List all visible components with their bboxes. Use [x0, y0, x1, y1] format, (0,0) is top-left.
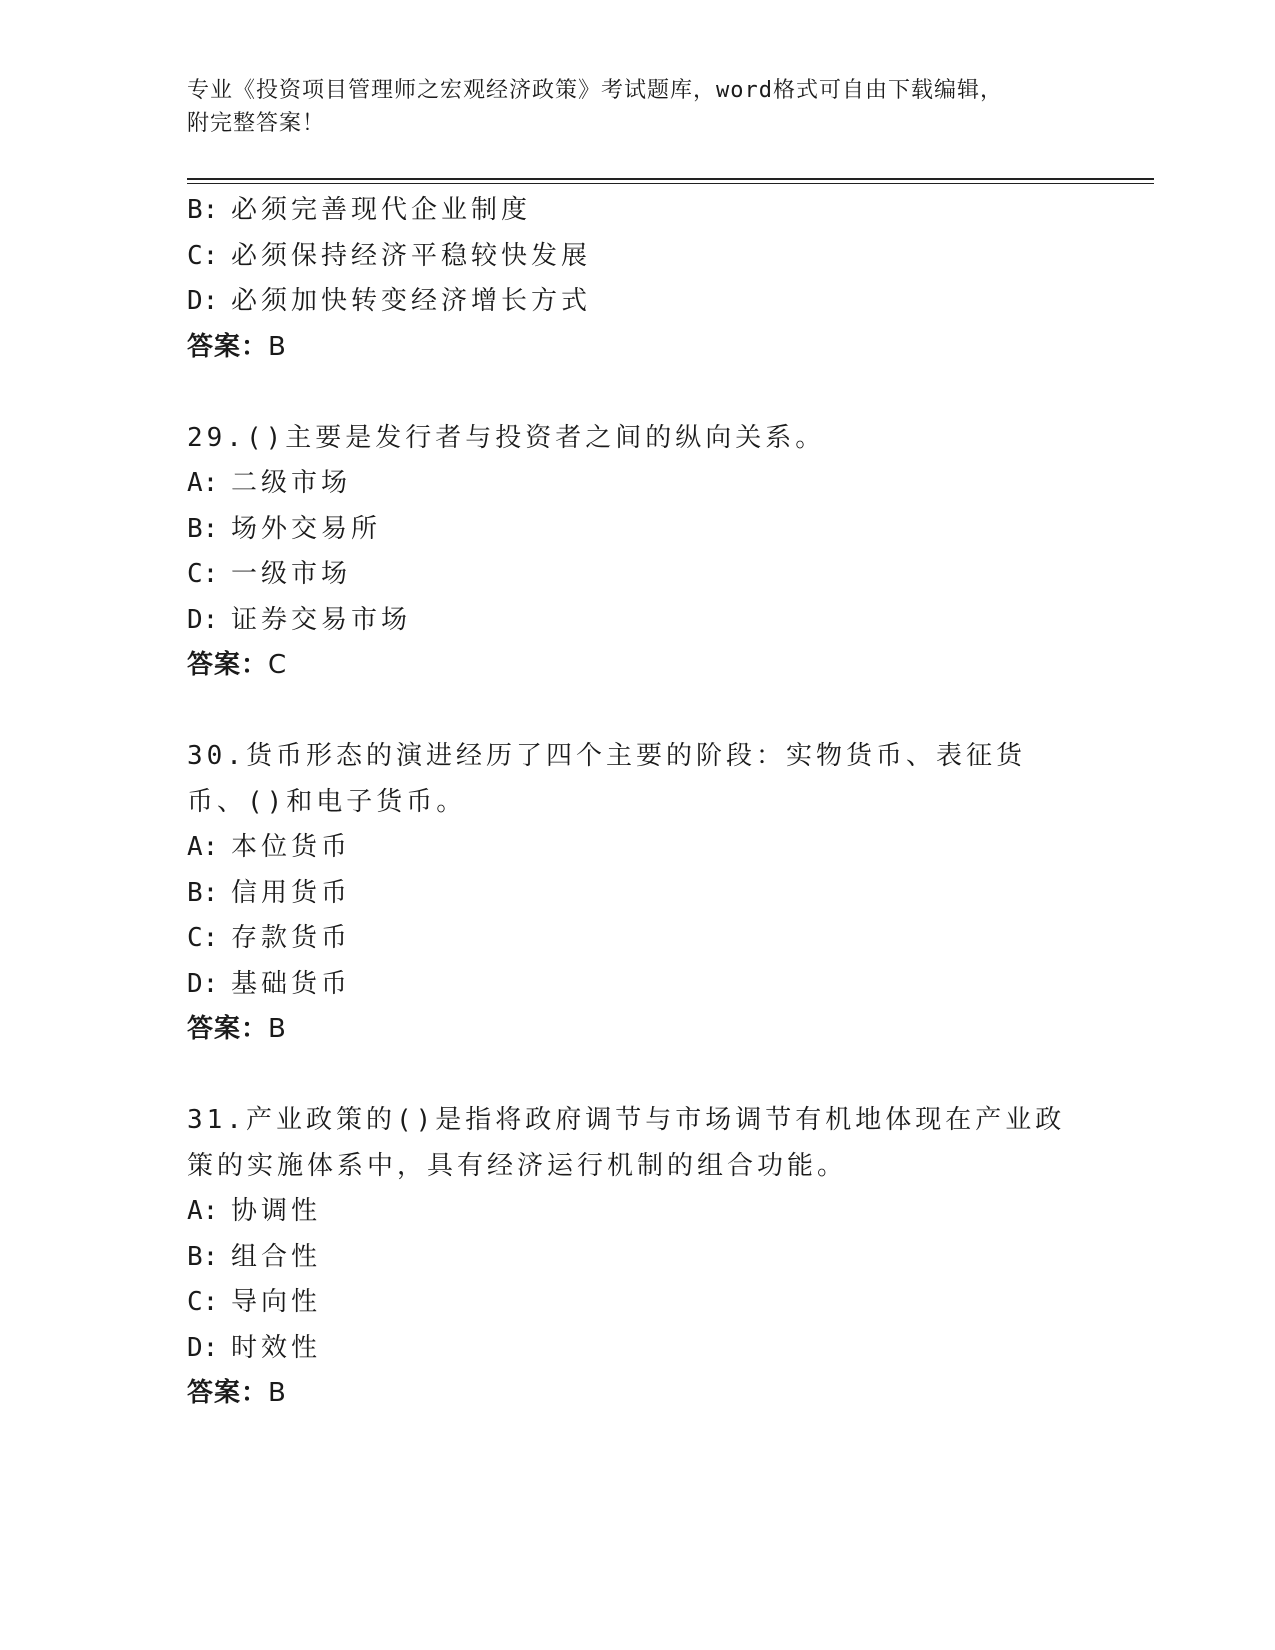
header-rule-thin	[187, 183, 1154, 184]
question-28-continued	[187, 188, 1087, 370]
question-stem: 29.()主要是发行者与投资者之间的纵向关系。	[187, 422, 826, 453]
option-letter: D:	[187, 286, 219, 316]
option-letter: D:	[187, 604, 219, 635]
answer-line	[187, 643, 1087, 689]
option-text: 组合性	[231, 1241, 322, 1272]
question-29	[187, 416, 1087, 689]
answer-label: 答案：	[187, 1378, 269, 1408]
option-b	[187, 871, 1087, 917]
option-letter: A:	[187, 468, 219, 498]
answer-value: B	[268, 1014, 287, 1044]
option-letter: B:	[187, 513, 219, 544]
option-c	[187, 1280, 1087, 1326]
option-c	[187, 916, 1087, 962]
option-a	[187, 1189, 1087, 1235]
option-d	[187, 598, 1087, 644]
option-text: 协调性	[231, 1196, 322, 1226]
option-text: 基础货币	[231, 968, 352, 999]
option-text: 证券交易市场	[231, 604, 412, 635]
spacer	[187, 1053, 1087, 1099]
option-c	[187, 234, 1087, 280]
answer-line	[187, 1371, 1087, 1417]
document-header	[187, 74, 1067, 140]
spacer	[187, 370, 1087, 416]
answer-value: B	[268, 1378, 287, 1408]
option-text: 必须保持经济平稳较快发展	[231, 240, 592, 271]
header-line-2: 附完整答案！	[187, 111, 326, 136]
option-text: 存款货币	[231, 923, 352, 953]
question-31	[187, 1098, 1087, 1417]
option-letter: A:	[187, 1196, 219, 1226]
option-d	[187, 962, 1087, 1008]
answer-line	[187, 325, 1087, 371]
option-text: 二级市场	[231, 468, 352, 498]
option-text: 导向性	[231, 1287, 322, 1317]
option-letter: B:	[187, 1241, 219, 1272]
header-rule-thick	[187, 178, 1154, 180]
answer-value: C	[268, 650, 288, 680]
option-d	[187, 1326, 1087, 1372]
option-a	[187, 461, 1087, 507]
option-letter: D:	[187, 968, 219, 999]
option-b	[187, 507, 1087, 553]
option-text: 本位货币	[231, 832, 352, 862]
option-letter: D:	[187, 1332, 219, 1363]
option-b	[187, 1235, 1087, 1281]
option-b	[187, 188, 1087, 234]
option-text: 一级市场	[231, 559, 352, 589]
option-text: 时效性	[231, 1332, 322, 1363]
option-text: 场外交易所	[231, 513, 382, 544]
option-d	[187, 279, 1087, 325]
option-text: 必须完善现代企业制度	[231, 195, 532, 225]
option-letter: B:	[187, 877, 219, 908]
option-a	[187, 825, 1087, 871]
answer-line	[187, 1007, 1087, 1053]
answer-label: 答案：	[187, 650, 269, 680]
option-c	[187, 552, 1087, 598]
option-letter: C:	[187, 1287, 219, 1317]
answer-label: 答案：	[187, 331, 269, 362]
option-letter: C:	[187, 923, 219, 953]
option-letter: C:	[187, 559, 219, 589]
question-30	[187, 734, 1087, 1053]
answer-label: 答案：	[187, 1014, 269, 1044]
question-stem: 30.货币形态的演进经历了四个主要的阶段：实物货币、表征货币、()和电子货币。	[187, 741, 1026, 817]
option-letter: C:	[187, 240, 219, 271]
spacer	[187, 689, 1087, 735]
answer-value: B	[268, 331, 287, 362]
question-stem: 31.产业政策的()是指将政府调节与市场调节有机地体现在产业政策的实施体系中，具有经济运行机制的组合功能。	[187, 1105, 1066, 1181]
header-line-1: 专业《投资项目管理师之宏观经济政策》考试题库，word格式可自由下载编辑，	[187, 78, 1003, 103]
option-letter: B:	[187, 195, 219, 225]
option-text: 信用货币	[231, 877, 352, 908]
option-letter: A:	[187, 832, 219, 862]
option-text: 必须加快转变经济增长方式	[231, 286, 592, 316]
question-list	[187, 188, 1087, 1417]
